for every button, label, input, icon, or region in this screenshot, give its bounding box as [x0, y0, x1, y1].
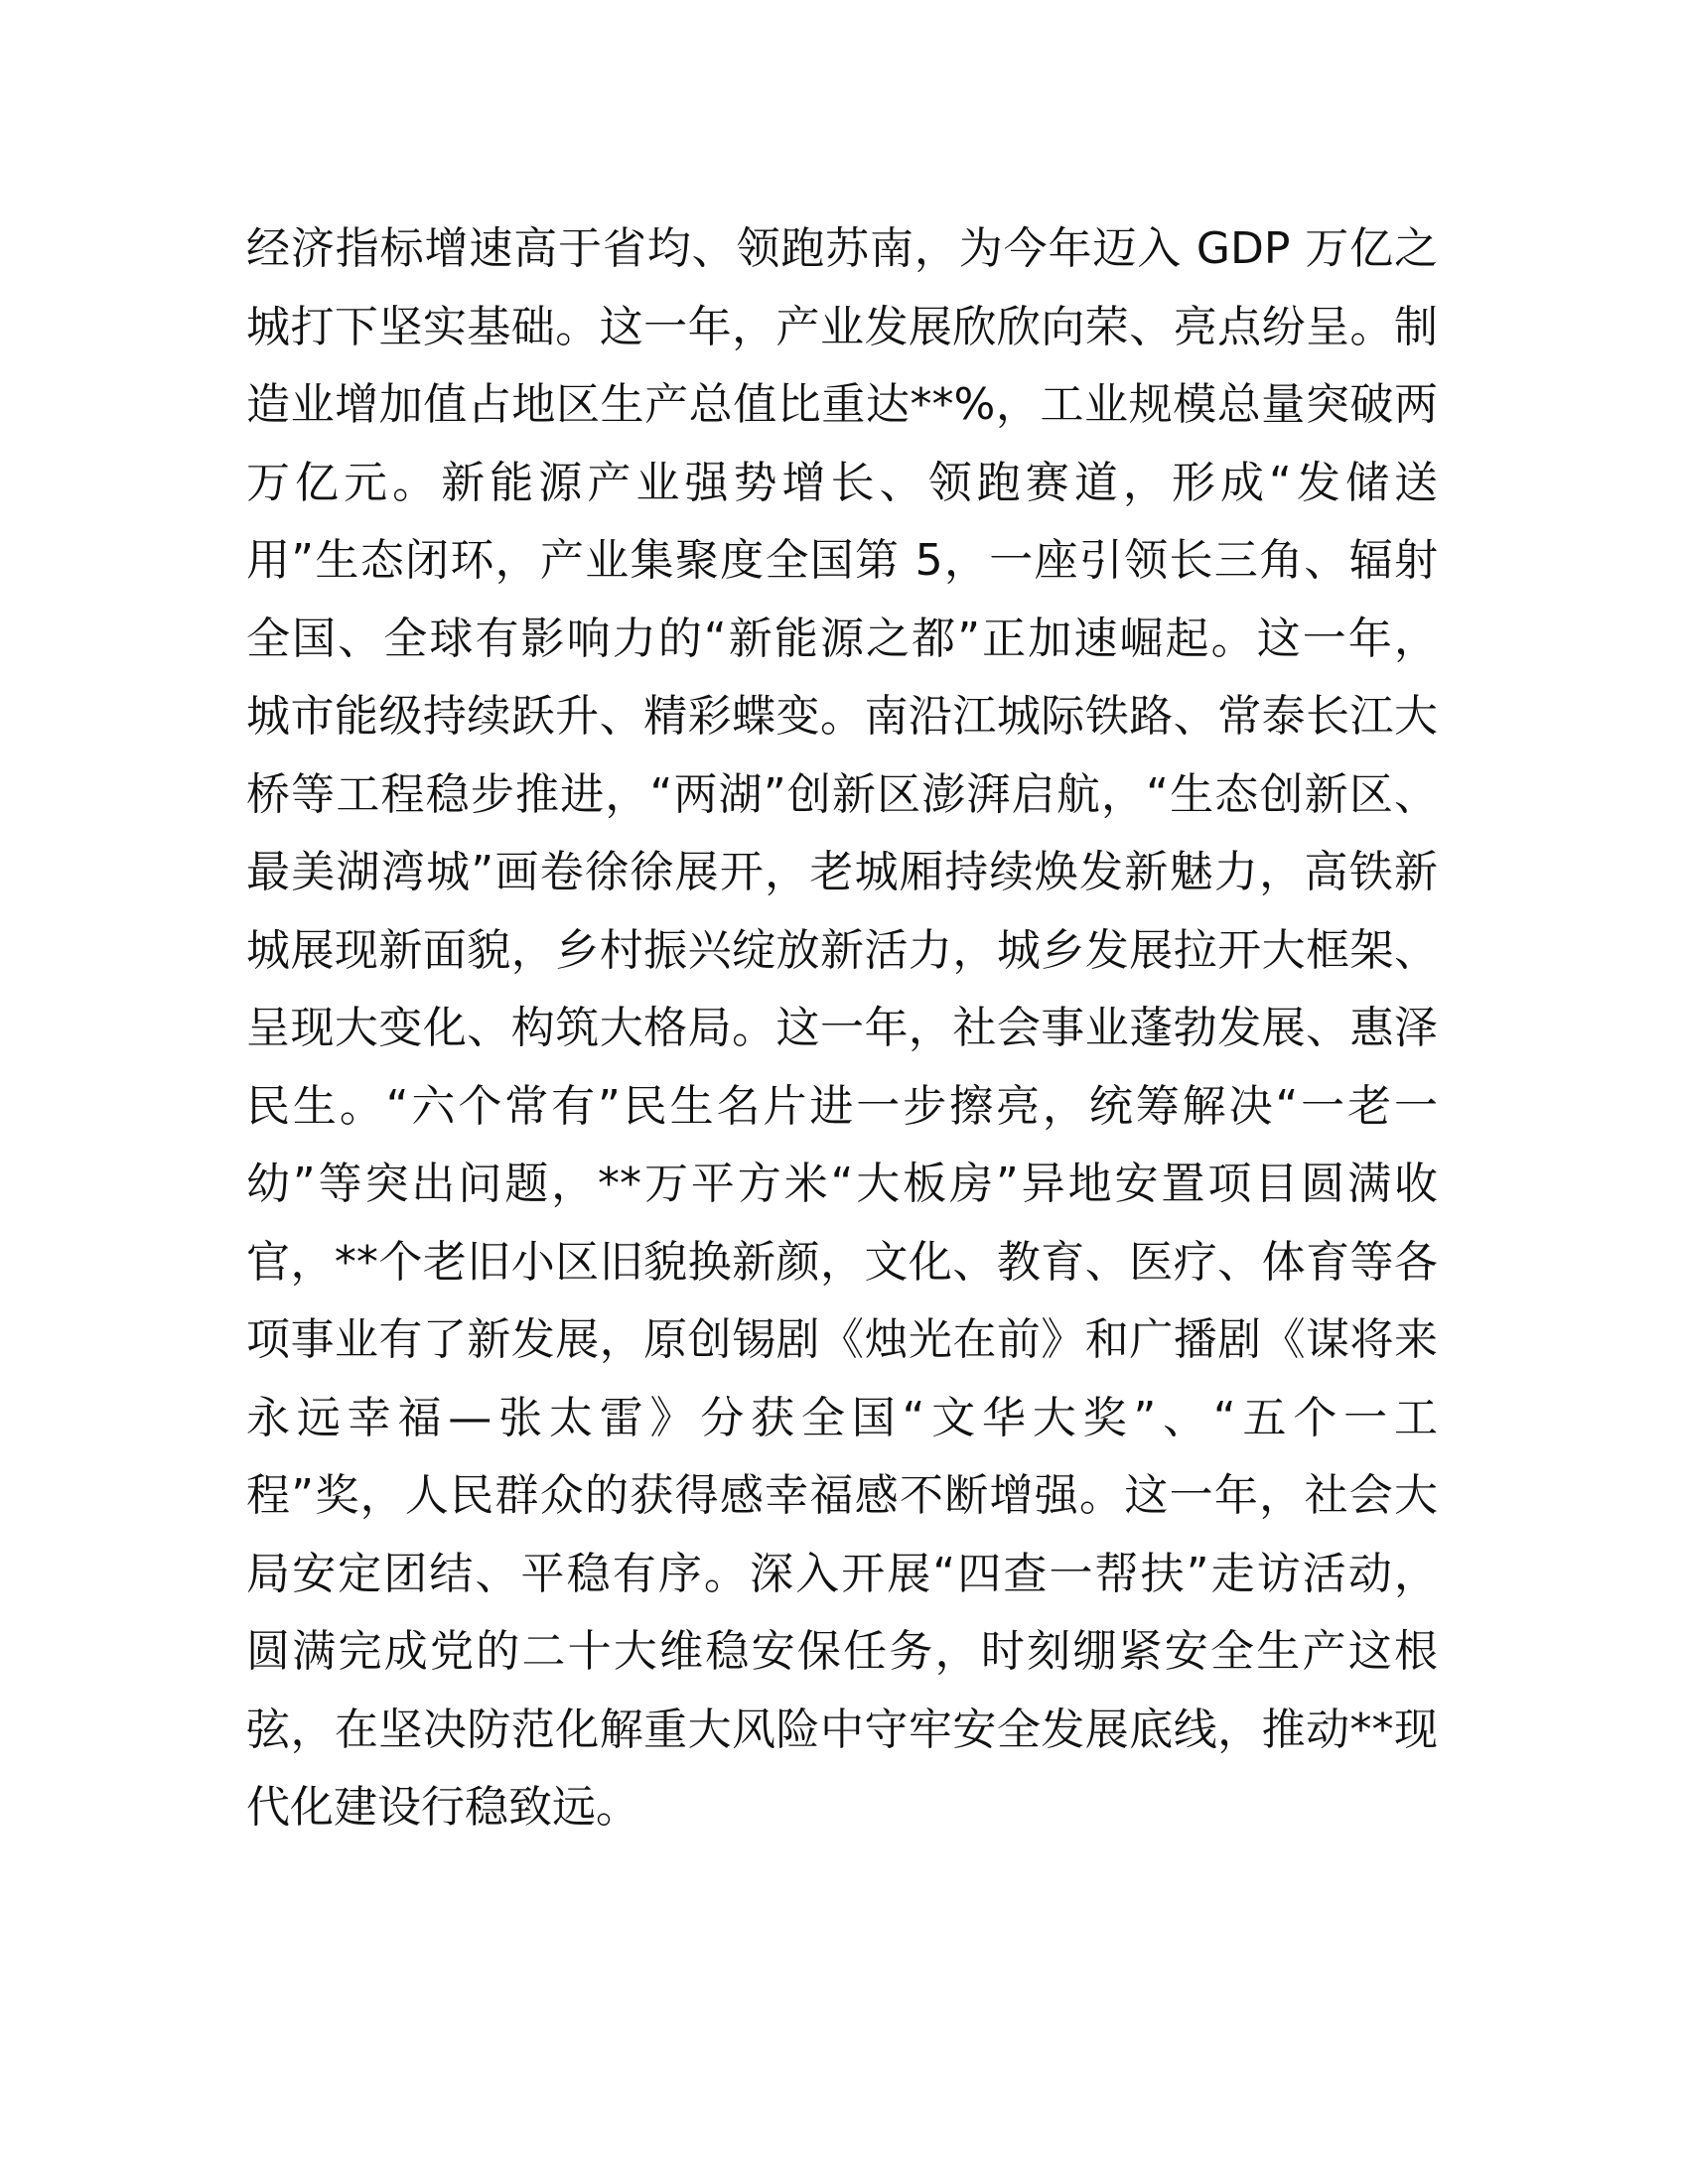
text-line: 项事业有了新发展，原创锡剧《烛光在前》和广播剧《谋将来: [246, 1314, 1438, 1365]
text-line: 万亿元。新能源产业强势增长、领跑赛道，形成“发储送: [246, 457, 1438, 508]
text-line: 呈现大变化、构筑大格局。这一年，社会事业蓬勃发展、惠泽: [246, 1003, 1438, 1053]
text-line: 永远幸福—张太雷》分获全国“文华大奖”、“五个一工: [246, 1392, 1438, 1443]
text-line: 城展现新面貌，乡村振兴绽放新活力，城乡发展拉开大框架、: [246, 924, 1438, 976]
text-line: 程”奖，人民群众的获得感幸福感不断增强。这一年，社会大: [246, 1470, 1438, 1521]
text-line: 最美湖湾城”画卷徐徐展开，老城厢持续焕发新魅力，高铁新: [246, 847, 1438, 897]
text-line: 民生。“六个常有”民生名片进一步擦亮，统筹解决“一老一: [246, 1080, 1438, 1132]
text-line: 弦，在坚决防范化解重大风险中守牢安全发展底线，推动**现: [246, 1704, 1438, 1755]
text-line: 经济指标增速高于省均、领跑苏南，为今年迈入 GDP 万亿之: [246, 223, 1438, 274]
text-line: 圆满完成党的二十大维稳安保任务，时刻绷紧安全生产这根: [246, 1626, 1438, 1677]
text-line: 造业增加值占地区生产总值比重达**%，工业规模总量突破两: [246, 379, 1438, 430]
text-line: 幼”等突出问题，**万平方米“大板房”异地安置项目圆满收: [246, 1159, 1438, 1209]
text-line: 官，**个老旧小区旧貌换新颜，文化、教育、医疗、体育等各: [246, 1236, 1438, 1288]
text-line: 代化建设行稳致远。: [246, 1782, 639, 1833]
body-paragraph: [246, 210, 1438, 1847]
text-line: 城打下坚实基础。这一年，产业发展欣欣向荣、亮点纷呈。制: [246, 301, 1438, 352]
text-line: 用”生态闭环，产业集聚度全国第 5，一座引领长三角、辐射: [246, 535, 1438, 586]
text-line: 桥等工程稳步推进，“两湖”创新区澎湃启航，“生态创新区、: [246, 768, 1438, 820]
text-line: 全国、全球有影响力的“新能源之都”正加速崛起。这一年，: [246, 613, 1438, 664]
text-line: 局安定团结、平稳有序。深入开展“四查一帮扶”走访活动，: [246, 1548, 1438, 1599]
text-line: 城市能级持续跃升、精彩蝶变。南沿江城际铁路、常泰长江大: [246, 691, 1438, 742]
